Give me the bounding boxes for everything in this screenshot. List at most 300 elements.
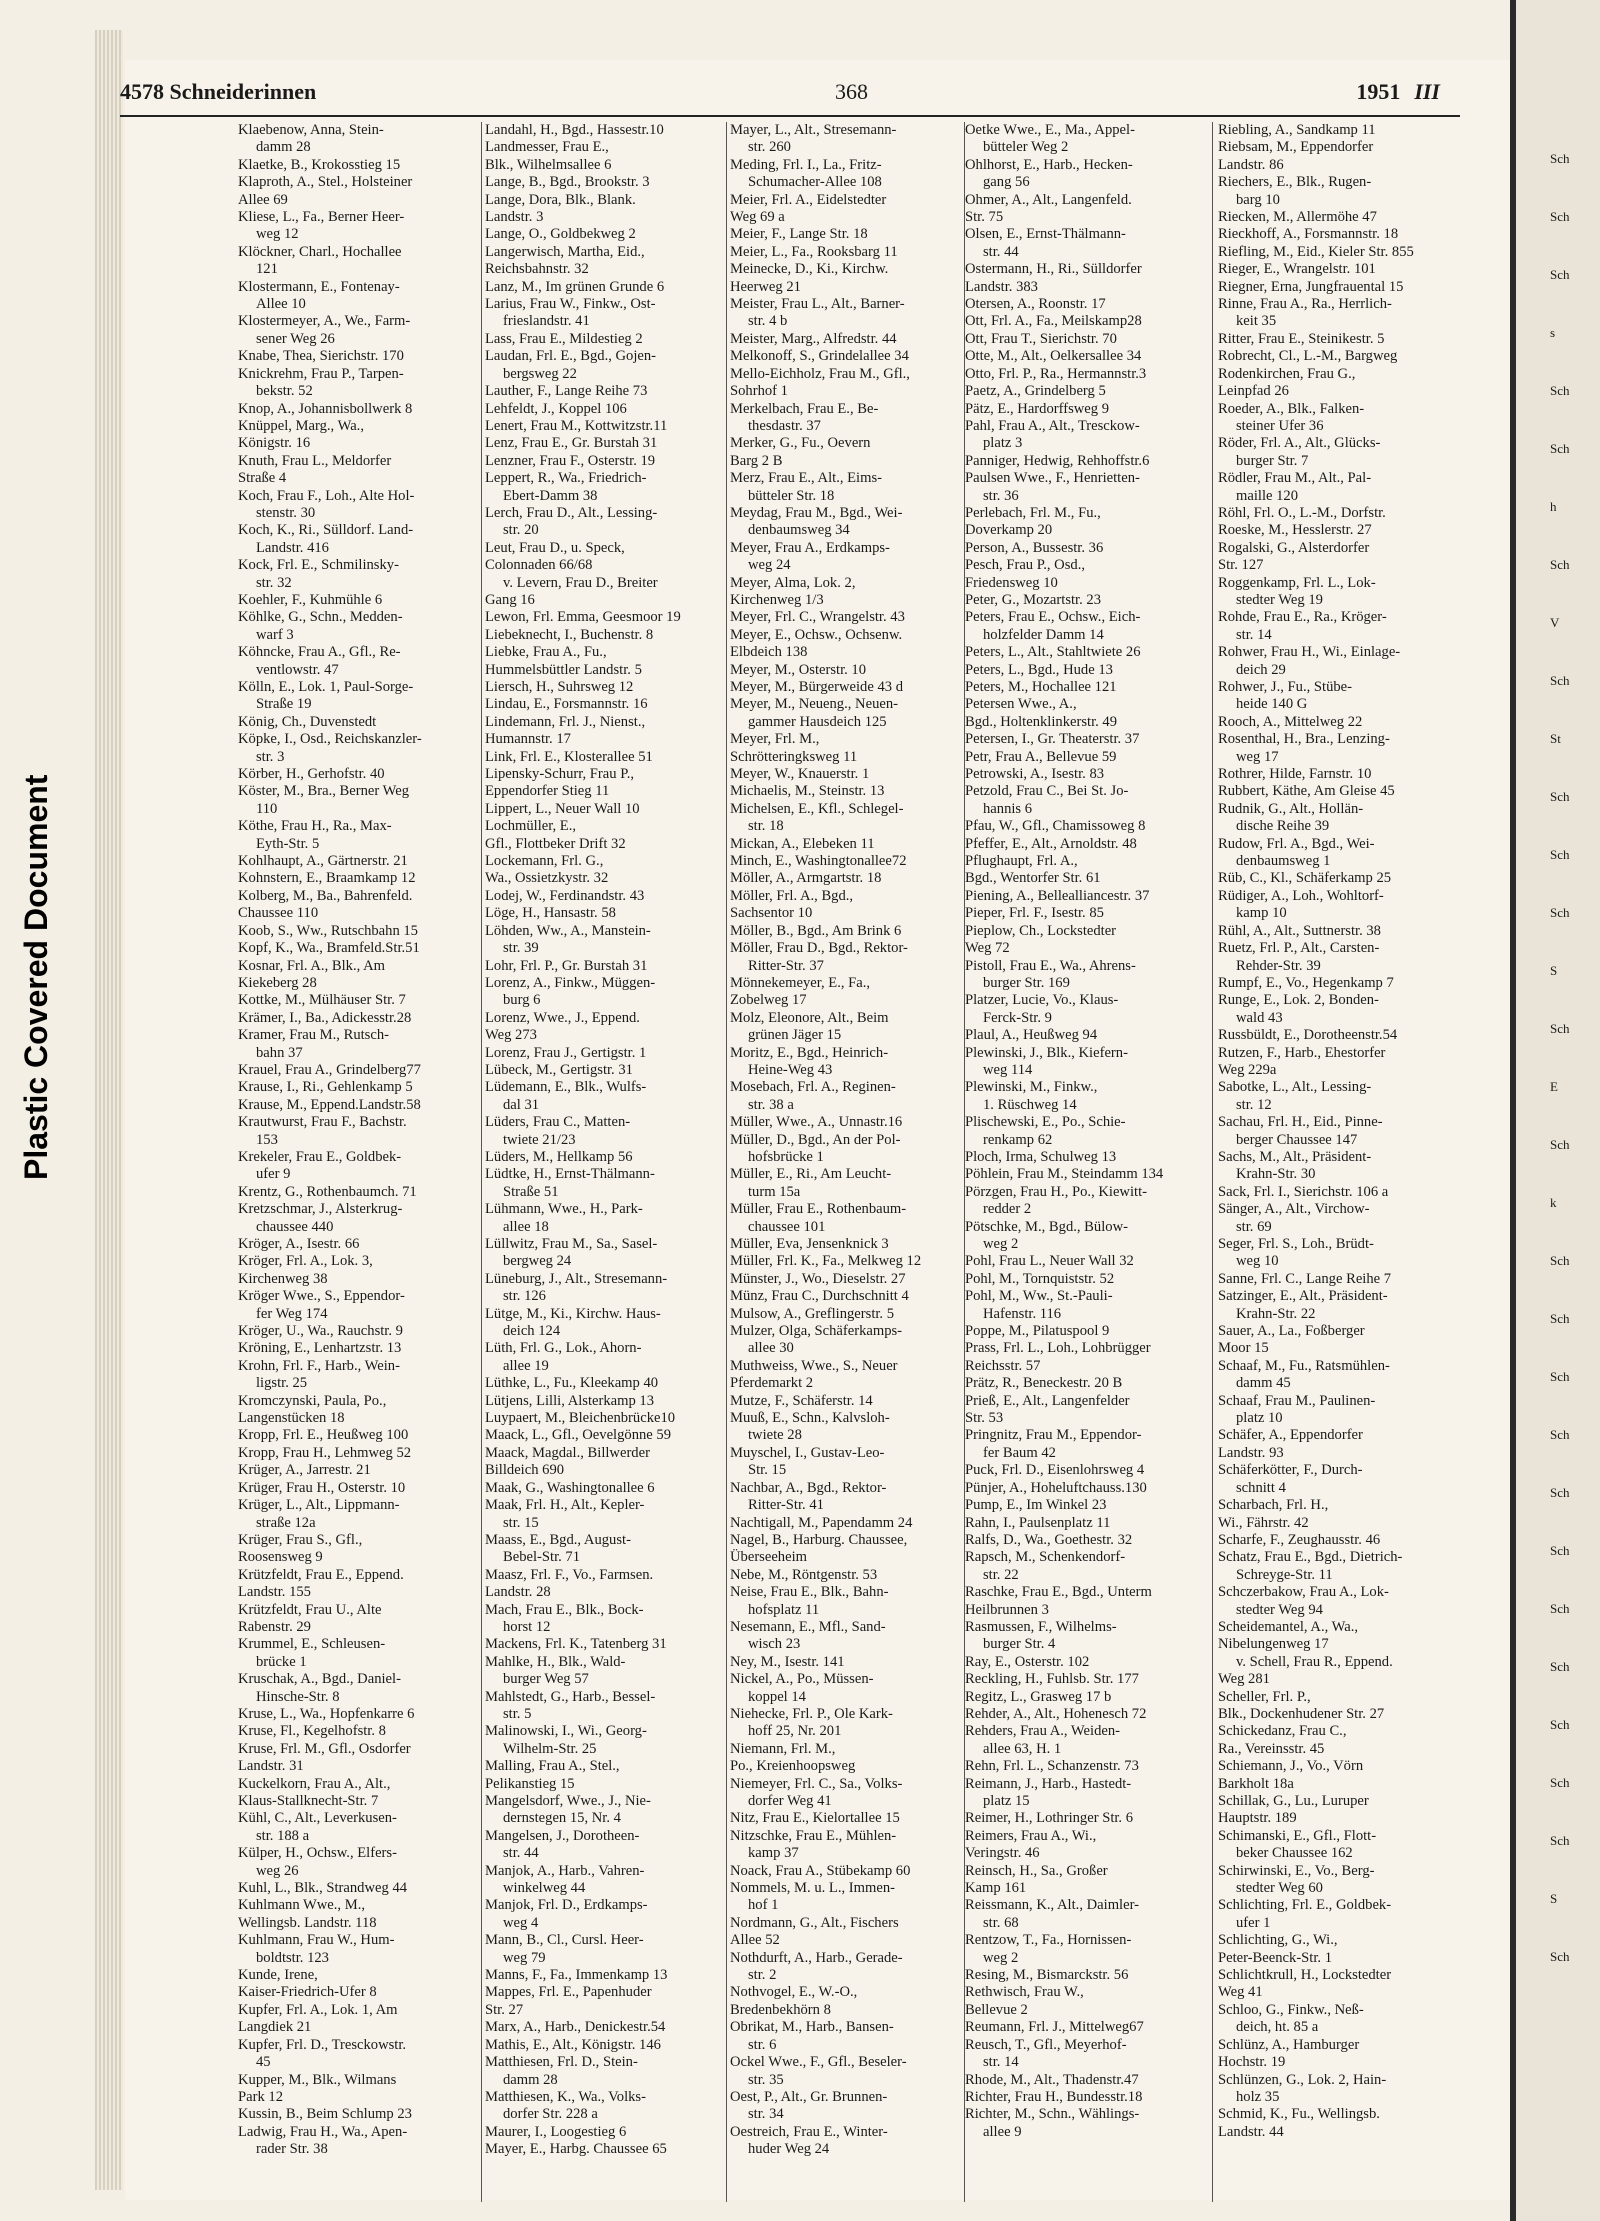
directory-entry-line: str. 14 — [983, 2054, 1019, 2071]
directory-entry-line: Kuhlmann, Frau W., Hum- — [238, 1932, 395, 1949]
directory-entry-line: Schlünz, A., Hamburger — [1218, 2036, 1360, 2053]
directory-entry-line: Merker, G., Fu., Oevern — [730, 435, 871, 452]
directory-entry-line: Kock, Frl. E., Schmilinsky- — [238, 557, 399, 574]
directory-entry-line: Str. 15 — [748, 1462, 787, 1479]
facing-page-fragment: Sch — [1550, 441, 1570, 456]
directory-entry-line: deich 29 — [1236, 661, 1286, 678]
directory-entry-line: Schumacher-Allee 108 — [748, 174, 882, 191]
directory-entry-line: Laudan, Frl. E., Bgd., Gojen- — [485, 348, 657, 365]
directory-entry-line: Lüth, Frl. G., Lok., Ahorn- — [485, 1340, 642, 1357]
directory-entry-line: Otte, M., Alt., Oelkersallee 34 — [965, 348, 1142, 365]
directory-entry-line: Müller, Frau E., Rothenbaum- — [730, 1201, 907, 1218]
directory-entry-line: Poppe, M., Pilatuspool 9 — [965, 1323, 1110, 1340]
directory-entry-line: Pötschke, M., Bgd., Bülow- — [965, 1218, 1128, 1235]
directory-entry-line: Runge, E., Lok. 2, Bonden- — [1218, 992, 1379, 1009]
directory-entry-line: weg 17 — [1236, 748, 1279, 765]
directory-entry-line: kamp 10 — [1236, 905, 1287, 922]
directory-entry-line: Kölln, E., Lok. 1, Paul-Sorge- — [238, 679, 414, 695]
directory-entry-line: ventlowstr. 47 — [256, 661, 339, 678]
directory-entry-line: Hafenstr. 116 — [983, 1305, 1062, 1322]
directory-entry-line: Lüllwitz, Frau M., Sa., Sasel- — [485, 1236, 658, 1252]
directory-entry-line: Roosensweg 9 — [238, 1549, 323, 1566]
directory-entry-line: Schäferkötter, F., Durch- — [1218, 1462, 1363, 1479]
directory-entry-line: Klöckner, Charl., Hochallee — [238, 243, 402, 260]
directory-entry-line: Matthiesen, K., Wa., Volks- — [485, 2088, 646, 2105]
directory-entry-line: Pelikanstieg 15 — [485, 1775, 575, 1792]
directory-entry-line: Lanz, M., Im grünen Grunde 6 — [485, 278, 665, 295]
directory-entry-line: Meinecke, D., Ki., Kirchw. — [730, 261, 889, 278]
facing-page-fragment: S — [1550, 963, 1558, 978]
directory-entry-line: Landstr. 3 — [485, 209, 544, 226]
directory-entry-line: Wa., Ossietzkystr. 32 — [485, 870, 609, 887]
directory-entry-line: Münz, Frau C., Durchschnitt 4 — [730, 1288, 909, 1305]
directory-entry-line: Otersen, A., Roonstr. 17 — [965, 296, 1106, 313]
directory-entry-line: Koob, S., Ww., Rutschbahn 15 — [238, 922, 418, 939]
directory-entry-line: Schlünzen, G., Lok. 2, Hain- — [1218, 2071, 1387, 2088]
directory-entry-line: Satzinger, E., Alt., Präsident- — [1218, 1288, 1388, 1305]
directory-entry-line: Klostermann, E., Fontenay- — [238, 278, 400, 295]
directory-entry-line: ligstr. 25 — [256, 1375, 308, 1392]
directory-entry-line: Lüdtke, H., Ernst-Thälmann- — [485, 1166, 655, 1183]
directory-entry-line: Müller, E., Ri., Am Leucht- — [730, 1166, 892, 1183]
directory-entry-line: weg 12 — [256, 226, 299, 243]
directory-entry-line: Reimann, J., Harb., Hastedt- — [965, 1775, 1132, 1792]
facing-page-fragment: Sch — [1550, 1137, 1570, 1152]
directory-entry-line: weg 24 — [748, 557, 791, 574]
directory-entry-line: Rahn, I., Paulsenplatz 11 — [965, 1514, 1111, 1531]
directory-entry-line: Mangelsen, J., Dorotheen- — [485, 1827, 640, 1844]
plastic-covered-label: Plastic Covered Document — [18, 774, 54, 1180]
facing-page-fragment: V — [1550, 615, 1560, 630]
directory-column-4 — [965, 122, 1205, 2192]
directory-entry-line: Münster, J., Wo., Dieselstr. 27 — [730, 1270, 906, 1287]
directory-entry-line: Merkelbach, Frau E., Be- — [730, 400, 879, 417]
directory-entry-line: burger Str. 4 — [983, 1636, 1056, 1653]
directory-entry-line: allee 9 — [983, 2123, 1022, 2140]
directory-entry-line: deich, ht. 85 a — [1236, 2019, 1319, 2036]
directory-entry-line: Reckling, H., Fuhlsb. Str. 177 — [965, 1671, 1139, 1688]
directory-entry-line: Meyer, W., Knauerstr. 1 — [730, 766, 870, 783]
directory-entry-line: wisch 23 — [748, 1636, 801, 1653]
directory-entry-line: Mayer, E., Harbg. Chaussee 65 — [485, 2141, 667, 2158]
directory-entry-line: Kiekeberg 28 — [238, 974, 317, 991]
directory-entry-line: holzfelder Damm 14 — [983, 626, 1104, 643]
directory-entry-line: Löge, H., Hansastr. 58 — [485, 905, 616, 922]
directory-entry-line: Röder, Frl. A., Alt., Glücks- — [1218, 435, 1381, 452]
directory-entry-line: Kröger Wwe., S., Eppendor- — [238, 1288, 405, 1305]
directory-entry-line: Rühl, A., Alt., Suttnerstr. 38 — [1218, 922, 1381, 939]
directory-entry-line: dorfer Str. 228 a — [503, 2106, 598, 2123]
directory-entry-line: Klaetke, B., Krokosstieg 15 — [238, 156, 401, 173]
directory-entry-line: Mayer, L., Alt., Stresemann- — [730, 122, 897, 138]
directory-entry-line: burger Weg 57 — [503, 1671, 589, 1688]
directory-entry-line: Lippert, L., Neuer Wall 10 — [485, 800, 640, 817]
directory-entry-line: Kromczynski, Paula, Po., — [238, 1392, 387, 1409]
directory-entry-line: str. 68 — [983, 1914, 1019, 1931]
directory-entry-line: Löhden, Ww., A., Manstein- — [485, 922, 651, 939]
directory-entry-line: Pieplow, Ch., Lockstedter — [965, 922, 1117, 939]
directory-entry-line: Plaul, A., Heußweg 94 — [965, 1027, 1098, 1044]
directory-entry-line: burger Str. 169 — [983, 974, 1070, 991]
directory-entry-line: Mulzer, Olga, Schäferkamps- — [730, 1323, 903, 1340]
directory-entry-line: Petr, Frau A., Bellevue 59 — [965, 748, 1117, 765]
directory-entry-line: Str. 27 — [485, 2001, 524, 2018]
directory-entry-line: ufer 9 — [256, 1166, 291, 1183]
directory-entry-line: v. Levern, Frau D., Breiter — [503, 574, 658, 591]
directory-entry-line: Mathis, E., Alt., Königstr. 146 — [485, 2036, 661, 2053]
directory-entry-line: Kropp, Frl. E., Heußweg 100 — [238, 1427, 409, 1444]
directory-entry-line: Larius, Frau W., Finkw., Ost- — [485, 296, 656, 313]
directory-entry-line: Kröger, Frl. A., Lok. 3, — [238, 1253, 373, 1270]
directory-entry-line: Schloo, G., Finkw., Neß- — [1218, 2001, 1364, 2018]
directory-entry-line: Rieger, E., Wrangelstr. 101 — [1218, 261, 1376, 278]
directory-entry-line: heide 140 G — [1236, 696, 1308, 713]
directory-entry-line: Kaiser-Friedrich-Ufer 8 — [238, 1984, 377, 2001]
directory-entry-line: Pieper, Frl. F., Isestr. 85 — [965, 905, 1104, 922]
directory-entry-line: Rohde, Frau E., Ra., Kröger- — [1218, 609, 1387, 626]
directory-entry-line: barg 10 — [1236, 191, 1280, 208]
directory-entry-line: Niemeyer, Frl. C., Sa., Volks- — [730, 1775, 903, 1792]
directory-entry-line: Rabenstr. 29 — [238, 1618, 311, 1635]
directory-entry-line: Friedensweg 10 — [965, 574, 1058, 591]
directory-entry-line: weg 2 — [983, 1949, 1019, 1966]
directory-entry-line: Ra., Vereinsstr. 45 — [1218, 1740, 1325, 1757]
facing-page-fragment: k — [1550, 1195, 1557, 1210]
facing-page-fragment: Sch — [1550, 789, 1570, 804]
directory-entry-line: rader Str. 38 — [256, 2141, 328, 2158]
directory-entry-line: schnitt 4 — [1236, 1479, 1286, 1496]
directory-entry-line: Röhl, Frl. O., L.-M., Dorfstr. — [1218, 504, 1386, 521]
facing-page-fragment: Sch — [1550, 1311, 1570, 1326]
directory-entry-line: weg 26 — [256, 1862, 299, 1879]
directory-entry-line: Sanne, Frl. C., Lange Reihe 7 — [1218, 1270, 1392, 1287]
directory-entry-line: Scheidemantel, A., Wa., — [1218, 1618, 1359, 1635]
directory-entry-line: Ott, Frl. A., Fa., Meilskamp28 — [965, 313, 1142, 330]
directory-entry-line: dernstegen 15, Nr. 4 — [503, 1810, 621, 1827]
directory-entry-line: Bebel-Str. 71 — [503, 1549, 581, 1566]
directory-entry-line: str. 39 — [503, 940, 539, 957]
directory-entry-line: Krekeler, Frau E., Goldbek- — [238, 1148, 402, 1165]
directory-entry-line: Schaaf, Frau M., Paulinen- — [1218, 1392, 1376, 1409]
directory-entry-line: damm 28 — [503, 2071, 558, 2088]
facing-page-fragment: Sch — [1550, 1833, 1570, 1848]
directory-entry-line: Bgd., Wentorfer Str. 61 — [965, 870, 1101, 887]
directory-entry-line: Minch, E., Washingtonallee72 — [730, 853, 907, 870]
directory-entry-line: 110 — [256, 800, 278, 817]
directory-entry-line: Peters, L., Alt., Stahltwiete 26 — [965, 644, 1141, 661]
directory-entry-line: Reimers, Frau A., Wi., — [965, 1827, 1097, 1844]
directory-entry-line: Kramer, Frau M., Rutsch- — [238, 1027, 389, 1044]
directory-entry-line: Landstr. 416 — [256, 539, 329, 556]
directory-entry-line: Str. 127 — [1218, 557, 1264, 574]
directory-entry-line: Colonnaden 66/68 — [485, 557, 593, 574]
directory-entry-line: Kliese, L., Fa., Berner Heer- — [238, 209, 405, 226]
directory-entry-line: Lorenz, Wwe., J., Eppend. — [485, 1009, 640, 1026]
directory-entry-line: Park 12 — [238, 2088, 283, 2105]
directory-entry-line: Meydag, Frau M., Bgd., Wei- — [730, 504, 903, 521]
directory-entry-line: Blk., Wilhelmsallee 6 — [485, 156, 612, 173]
directory-entry-line: Perlebach, Frl. M., Fu., — [965, 504, 1101, 521]
directory-entry-line: platz 10 — [1236, 1410, 1283, 1427]
directory-entry-line: Riechers, E., Blk., Rugen- — [1218, 174, 1372, 191]
directory-entry-line: Lewon, Frl. Emma, Geesmoor 19 — [485, 609, 681, 626]
directory-entry-line: Möller, Frau D., Bgd., Rektor- — [730, 940, 908, 957]
directory-entry-line: Rutzen, F., Harb., Ehestorfer — [1218, 1044, 1386, 1061]
directory-entry-line: stenstr. 30 — [256, 504, 316, 521]
directory-entry-line: denbaumsweg 34 — [748, 522, 850, 539]
directory-entry-line: Pohl, Frau L., Neuer Wall 32 — [965, 1253, 1134, 1270]
directory-entry-line: Petzold, Frau C., Bei St. Jo- — [965, 783, 1129, 800]
directory-entry-line: Malling, Frau A., Stel., — [485, 1758, 620, 1775]
directory-entry-line: Robrecht, Cl., L.-M., Bargweg — [1218, 348, 1398, 365]
directory-entry-line: Krahn-Str. 22 — [1236, 1305, 1316, 1322]
facing-page-fragment: Sch — [1550, 1717, 1570, 1732]
directory-entry-line: Olsen, E., Ernst-Thälmann- — [965, 226, 1126, 243]
directory-entry-line: Mickan, A., Elebeken 11 — [730, 835, 875, 852]
directory-entry-line: Scharbach, Frl. H., — [1218, 1497, 1329, 1514]
directory-entry-line: Schatz, Frau E., Bgd., Dietrich- — [1218, 1549, 1403, 1566]
directory-entry-line: Paulsen Wwe., F., Henrietten- — [965, 470, 1140, 487]
directory-entry-line: Bredenbekhörn 8 — [730, 2001, 831, 2018]
directory-entry-line: Krohn, Frl. F., Harb., Wein- — [238, 1357, 400, 1374]
directory-entry-line: Meyer, Frl. C., Wrangelstr. 43 — [730, 609, 905, 626]
directory-entry-line: str. 14 — [1236, 626, 1272, 643]
directory-entry-line: Nitz, Frau E., Kielortallee 15 — [730, 1810, 900, 1827]
directory-entry-line: Kupfer, Frl. D., Tresckowstr. — [238, 2036, 407, 2053]
directory-entry-line: Ohmer, A., Alt., Langenfeld. — [965, 191, 1132, 208]
directory-entry-line: Kopf, K., Wa., Bramfeld.Str.51 — [238, 940, 420, 957]
directory-entry-line: Landahl, H., Bgd., Hassestr.10 — [485, 122, 664, 138]
directory-entry-line: Barkholt 18a — [1218, 1775, 1294, 1792]
running-head: 4578 Schneiderinnen — [120, 79, 317, 104]
directory-entry-line: twiete 21/23 — [503, 1131, 576, 1148]
directory-entry-line: Riecken, M., Allermöhe 47 — [1218, 209, 1377, 226]
directory-entry-line: str. 2 — [748, 1967, 777, 1984]
directory-entry-line: Müller, Frl. K., Fa., Melkweg 12 — [730, 1253, 922, 1270]
directory-entry-line: Reissmann, K., Alt., Daimler- — [965, 1897, 1139, 1914]
directory-entry-line: Landstr. 383 — [965, 278, 1038, 295]
directory-entry-line: platz 3 — [983, 435, 1023, 452]
directory-entry-line: Lipensky-Schurr, Frau P., — [485, 766, 634, 783]
directory-entry-line: Kropp, Frau H., Lehmweg 52 — [238, 1444, 412, 1461]
directory-entry-line: Knop, A., Johannisbollwerk 8 — [238, 400, 413, 417]
directory-entry-line: denbaumsweg 1 — [1236, 853, 1331, 870]
directory-entry-line: Rudow, Frl. A., Bgd., Wei- — [1218, 835, 1375, 852]
directory-entry-line: Heilbrunnen 3 — [965, 1601, 1049, 1618]
directory-entry-line: Rinne, Frau A., Ra., Herrlich- — [1218, 296, 1392, 313]
directory-entry-line: Pohl, M., Tornquiststr. 52 — [965, 1270, 1115, 1287]
facing-page-fragment: h — [1550, 499, 1557, 514]
directory-entry-line: Kupper, M., Blk., Wilmans — [238, 2071, 397, 2088]
directory-entry-line: Kuhlmann Wwe., M., — [238, 1897, 366, 1914]
directory-entry-line: Krause, M., Eppend.Landstr.58 — [238, 1096, 421, 1113]
directory-entry-line: Lorenz, Frau J., Gertigstr. 1 — [485, 1044, 647, 1061]
directory-entry-line: Petrowski, A., Isestr. 83 — [965, 766, 1105, 783]
directory-entry-line: Landstr. 31 — [238, 1758, 304, 1775]
directory-entry-line: Reumann, Frl. J., Mittelweg67 — [965, 2019, 1144, 2036]
directory-entry-line: Weg 72 — [965, 940, 1010, 957]
directory-entry-line: Rohwer, J., Fu., Stübe- — [1218, 679, 1353, 695]
directory-entry-line: Nordmann, G., Alt., Fischers — [730, 1914, 899, 1931]
directory-entry-line: Lehfeldt, J., Koppel 106 — [485, 400, 627, 417]
directory-entry-line: str. 22 — [983, 1566, 1019, 1583]
directory-entry-line: Lochmüller, E., — [485, 818, 577, 835]
directory-entry-line: Roeder, A., Blk., Falken- — [1218, 400, 1365, 417]
directory-entry-line: Mosebach, Frl. A., Reginen- — [730, 1079, 896, 1096]
directory-entry-line: Nebe, M., Röntgenstr. 53 — [730, 1566, 878, 1583]
directory-entry-line: Krützfeldt, Frau U., Alte — [238, 1601, 382, 1618]
directory-entry-line: Piening, A., Bellealliancestr. 37 — [965, 887, 1150, 904]
directory-entry-line: Chaussee 110 — [238, 905, 319, 922]
directory-entry-line: Michaelis, M., Steinstr. 13 — [730, 783, 885, 800]
directory-entry-line: Peters, M., Hochallee 121 — [965, 679, 1117, 695]
directory-entry-line: Lass, Frau E., Mildestieg 2 — [485, 330, 643, 347]
directory-entry-line: Sachs, M., Alt., Präsident- — [1218, 1148, 1372, 1165]
directory-entry-line: koppel 14 — [748, 1688, 806, 1705]
directory-entry-line: ufer 1 — [1236, 1914, 1271, 1931]
directory-entry-line: Reinsch, H., Sa., Großer — [965, 1862, 1108, 1879]
directory-entry-line: Kosnar, Frl. A., Blk., Am — [238, 957, 385, 974]
directory-entry-line: Hochstr. 19 — [1218, 2054, 1286, 2071]
directory-entry-line: Liebke, Frau A., Fu., — [485, 644, 607, 661]
directory-entry-line: Rosenthal, H., Bra., Lenzing- — [1218, 731, 1390, 748]
directory-entry-line: Lerch, Frau D., Alt., Lessing- — [485, 504, 658, 521]
directory-entry-line: Reusch, T., Gfl., Meyerhof- — [965, 2036, 1127, 2053]
facing-page-edge — [1510, 0, 1600, 2221]
directory-entry-line: bütteler Weg 2 — [983, 139, 1069, 156]
facing-page-fragment: E — [1550, 1079, 1558, 1094]
directory-entry-line: Meyer, M., Bürgerweide 43 d — [730, 679, 904, 695]
directory-entry-line: Rentzow, T., Fa., Hornissen- — [965, 1932, 1132, 1949]
column-rule — [481, 122, 482, 2202]
directory-entry-line: chaussee 440 — [256, 1218, 334, 1235]
directory-entry-line: Allee 10 — [256, 296, 306, 313]
directory-entry-line: str. 69 — [1236, 1218, 1272, 1235]
directory-entry-line: Hinsche-Str. 8 — [256, 1688, 340, 1705]
directory-entry-line: weg 2 — [983, 1236, 1019, 1252]
directory-entry-line: Ebert-Damm 38 — [503, 487, 598, 504]
directory-entry-line: Kohlhaupt, A., Gärtnerstr. 21 — [238, 853, 408, 870]
directory-entry-line: Kirchenweg 38 — [238, 1270, 328, 1287]
directory-entry-line: Riegner, Erna, Jungfrauental 15 — [1218, 278, 1404, 295]
directory-entry-line: Lüders, Frau C., Matten- — [485, 1114, 631, 1131]
directory-entry-line: hannis 6 — [983, 800, 1033, 817]
directory-entry-line: Bellevue 2 — [965, 2001, 1028, 2018]
directory-entry-line: Kirchenweg 1/3 — [730, 591, 824, 608]
directory-entry-line: Ruetz, Frl. P., Alt., Carsten- — [1218, 940, 1380, 957]
directory-entry-line: dische Reihe 39 — [1236, 818, 1330, 835]
directory-entry-line: Pfeffer, E., Alt., Arnoldstr. 48 — [965, 835, 1137, 852]
directory-entry-line: maille 120 — [1236, 487, 1299, 504]
facing-page-fragment: Sch — [1550, 151, 1570, 166]
directory-entry-line: Mach, Frau E., Blk., Bock- — [485, 1601, 644, 1618]
facing-page-fragment: Sch — [1550, 1485, 1570, 1500]
directory-entry-line: Peter, G., Mozartstr. 23 — [965, 591, 1102, 608]
directory-entry-line: fer Weg 174 — [256, 1305, 328, 1322]
directory-entry-line: hofsbrücke 1 — [748, 1148, 824, 1165]
directory-entry-line: str. 44 — [983, 243, 1019, 260]
directory-entry-line: str. 20 — [503, 522, 539, 539]
directory-entry-line: Neise, Frau E., Blk., Bahn- — [730, 1584, 889, 1601]
directory-entry-line: allee 63, H. 1 — [983, 1740, 1062, 1757]
directory-entry-line: Landstr. 44 — [1218, 2123, 1284, 2140]
directory-entry-line: Maak, Frl. H., Alt., Kepler- — [485, 1497, 645, 1514]
directory-entry-line: Meding, Frl. I., La., Fritz- — [730, 156, 882, 173]
directory-entry-line: str. 18 — [748, 818, 784, 835]
directory-entry-line: Reimer, H., Lothringer Str. 6 — [965, 1810, 1134, 1827]
directory-entry-line: weg 4 — [503, 1914, 539, 1931]
directory-entry-line: Möller, Frl. A., Bgd., — [730, 887, 854, 904]
directory-entry-line: Muthweiss, Wwe., S., Neuer — [730, 1357, 898, 1374]
directory-entry-line: Königstr. 16 — [238, 435, 311, 452]
directory-entry-line: Meier, L., Fa., Rooksbarg 11 — [730, 243, 898, 260]
directory-entry-line: Pfau, W., Gfl., Chamissoweg 8 — [965, 818, 1146, 835]
directory-entry-line: Ostermann, H., Ri., Sülldorfer — [965, 261, 1142, 278]
directory-entry-line: Müller, Wwe., A., Unnastr.16 — [730, 1114, 903, 1131]
directory-entry-line: Merz, Frau E., Alt., Eims- — [730, 470, 882, 487]
directory-entry-line: Lindau, E., Forsmannstr. 16 — [485, 696, 648, 713]
directory-entry-line: Sabotke, L., Alt., Lessing- — [1218, 1079, 1372, 1096]
directory-entry-line: Mahlstedt, G., Harb., Bessel- — [485, 1688, 656, 1705]
directory-entry-line: Nibelungenweg 17 — [1218, 1636, 1329, 1653]
directory-entry-line: Kottke, M., Mülhäuser Str. 7 — [238, 992, 406, 1009]
directory-entry-line: Ritter-Str. 37 — [748, 957, 824, 974]
directory-entry-line: horst 12 — [503, 1618, 551, 1635]
directory-entry-line: kamp 37 — [748, 1845, 799, 1862]
directory-entry-line: Köhlke, G., Schn., Medden- — [238, 609, 403, 626]
directory-entry-line: Lüthke, L., Fu., Kleekamp 40 — [485, 1375, 659, 1392]
directory-entry-line: Klostermeyer, A., We., Farm- — [238, 313, 411, 330]
directory-entry-line: Lüneburg, J., Alt., Stresemann- — [485, 1270, 668, 1287]
facing-page-fragment: Sch — [1550, 1659, 1570, 1674]
directory-entry-line: Rehder, A., Alt., Hohenesch 72 — [965, 1705, 1147, 1722]
directory-entry-line: Maass, E., Bgd., August- — [485, 1531, 631, 1548]
facing-page-fragment: Sch — [1550, 1543, 1570, 1558]
directory-entry-line: Platzer, Lucie, Vo., Klaus- — [965, 992, 1119, 1009]
directory-entry-line: weg 114 — [983, 1061, 1033, 1078]
directory-column-5 — [1218, 122, 1453, 2192]
facing-page-fragment: Sch — [1550, 1369, 1570, 1384]
directory-entry-line: frieslandstr. 41 — [503, 313, 590, 330]
directory-entry-line: Allee 69 — [238, 191, 288, 208]
directory-entry-line: Rehn, Frl. L., Schanzenstr. 73 — [965, 1758, 1139, 1775]
directory-entry-line: Oestreich, Frau E., Winter- — [730, 2123, 888, 2140]
directory-column-1 — [238, 122, 478, 2192]
directory-entry-line: Pump, E., Im Winkel 23 — [965, 1497, 1107, 1514]
directory-entry-line: Mulsow, A., Greflingerstr. 5 — [730, 1305, 895, 1322]
directory-entry-line: chaussee 101 — [748, 1218, 826, 1235]
directory-entry-line: Mann, B., Cl., Cursl. Heer- — [485, 1932, 644, 1949]
directory-entry-line: Manjok, Frl. D., Erdkamps- — [485, 1897, 648, 1914]
directory-entry-line: Niehecke, Frl. P., Ole Kark- — [730, 1705, 893, 1722]
directory-entry-line: Prieß, E., Alt., Langenfelder — [965, 1392, 1130, 1409]
directory-entry-line: Schickedanz, Frau C., — [1218, 1723, 1347, 1740]
directory-entry-line: Maack, L., Gfl., Oevelgönne 59 — [485, 1427, 672, 1444]
directory-entry-line: Manjok, A., Harb., Vahren- — [485, 1862, 645, 1879]
directory-entry-line: Meister, Marg., Alfredstr. 44 — [730, 330, 897, 347]
facing-page-fragment: Sch — [1550, 1253, 1570, 1268]
directory-entry-line: Lindemann, Frl. J., Nienst., — [485, 713, 646, 730]
directory-entry-line: Ritter-Str. 41 — [748, 1497, 824, 1514]
directory-entry-line: Paetz, A., Grindelberg 5 — [965, 383, 1106, 400]
directory-entry-line: Pringnitz, Frau M., Eppendor- — [965, 1427, 1142, 1444]
directory-entry-line: Petersen Wwe., A., — [965, 696, 1077, 713]
directory-entry-line: str. 5 — [503, 1705, 532, 1722]
directory-entry-line: Köhncke, Frau A., Gfl., Re- — [238, 644, 401, 661]
directory-entry-line: Oest, P., Alt., Gr. Brunnen- — [730, 2088, 888, 2105]
directory-entry-line: Köpke, I., Osd., Reichskanzler- — [238, 731, 422, 748]
directory-entry-line: Scheller, Frl. P., — [1218, 1688, 1311, 1705]
